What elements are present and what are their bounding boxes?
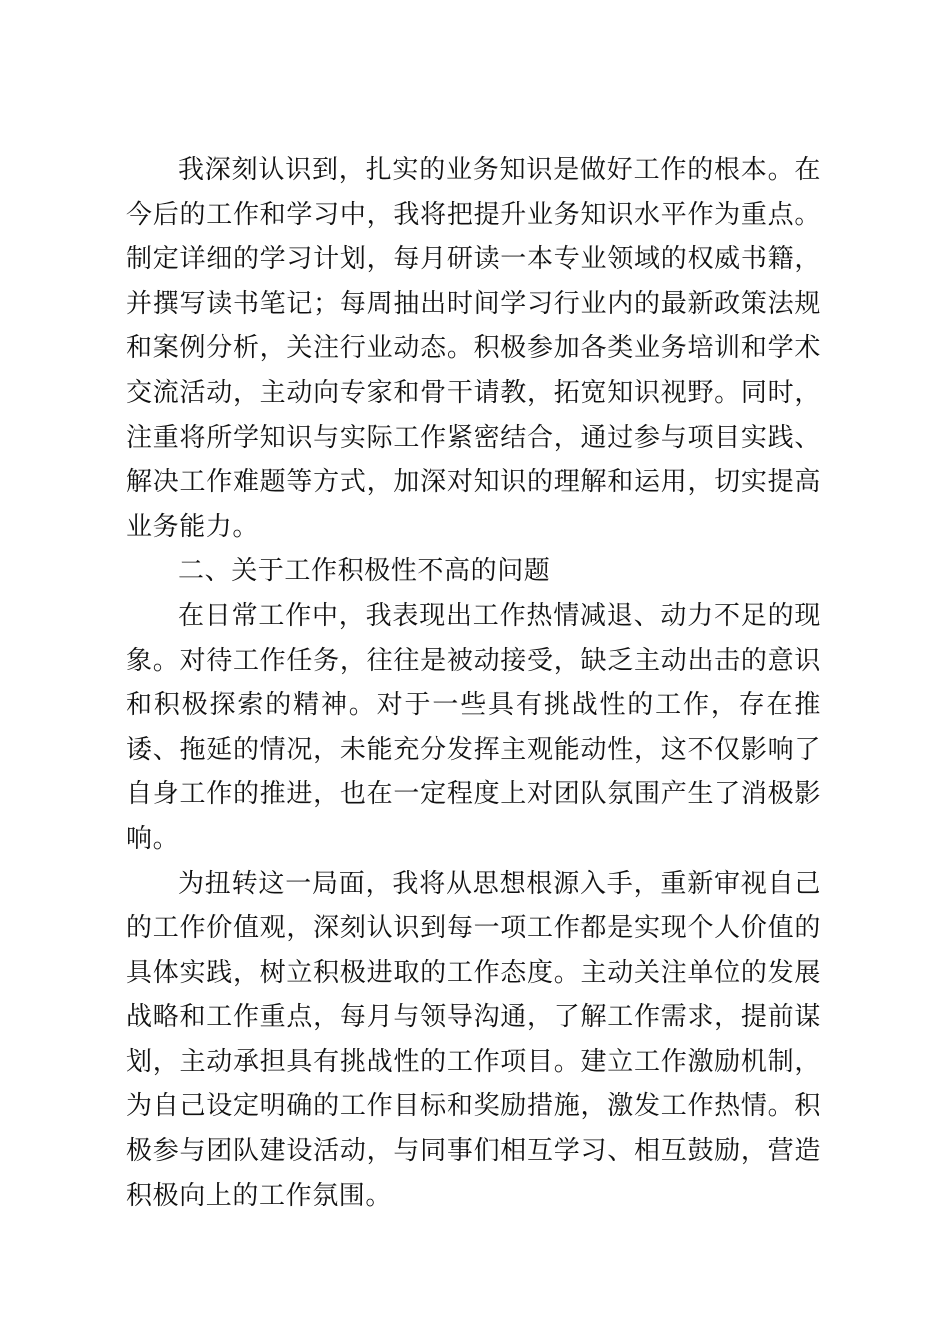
document-body	[126, 148, 821, 1218]
paragraph-improvement-measures: 为扭转这一局面，我将从思想根源入手，重新审视自己的工作价值观，深刻认识到每一项工作都是实现个人价值的具体实践，树立积极进取的工作态度。主动关注单位的发展战略和工作重点，每月与领导沟通，了解工作需求，提前谋划，主动承担具有挑战性的工作项目。建立工作激励机制，为自己设定明确的工作目标和奖励措施，激发工作热情。积极参与团队建设活动，与同事们相互学习、相互鼓励，营造积极向上的工作氛围。	[126, 868, 821, 1211]
section-heading-work-enthusiasm: 二、关于工作积极性不高的问题	[178, 556, 551, 587]
paragraph-problem-description: 在日常工作中，我表现出工作热情减退、动力不足的现象。对待工作任务，往往是被动接受，缺乏主动出击的意识和积极探索的精神。对于一些具有挑战性的工作，存在推诿、拖延的情况，未能充分发挥主观能动性，这不仅影响了自身工作的推进，也在一定程度上对团队氛围产生了消极影响。	[126, 600, 821, 854]
paragraph-knowledge-plan: 我深刻认识到，扎实的业务知识是做好工作的根本。在今后的工作和学习中，我将把提升业务知识水平作为重点。制定详细的学习计划，每月研读一本专业领域的权威书籍，并撰写读书笔记；每周抽出时间学习行业内的最新政策法规和案例分析，关注行业动态。积极参加各类业务培训和学术交流活动，主动向专家和骨干请教，拓宽知识视野。同时，注重将所学知识与实际工作紧密结合，通过参与项目实践、解决工作难题等方式，加深对知识的理解和运用，切实提高业务能力。	[126, 155, 821, 542]
